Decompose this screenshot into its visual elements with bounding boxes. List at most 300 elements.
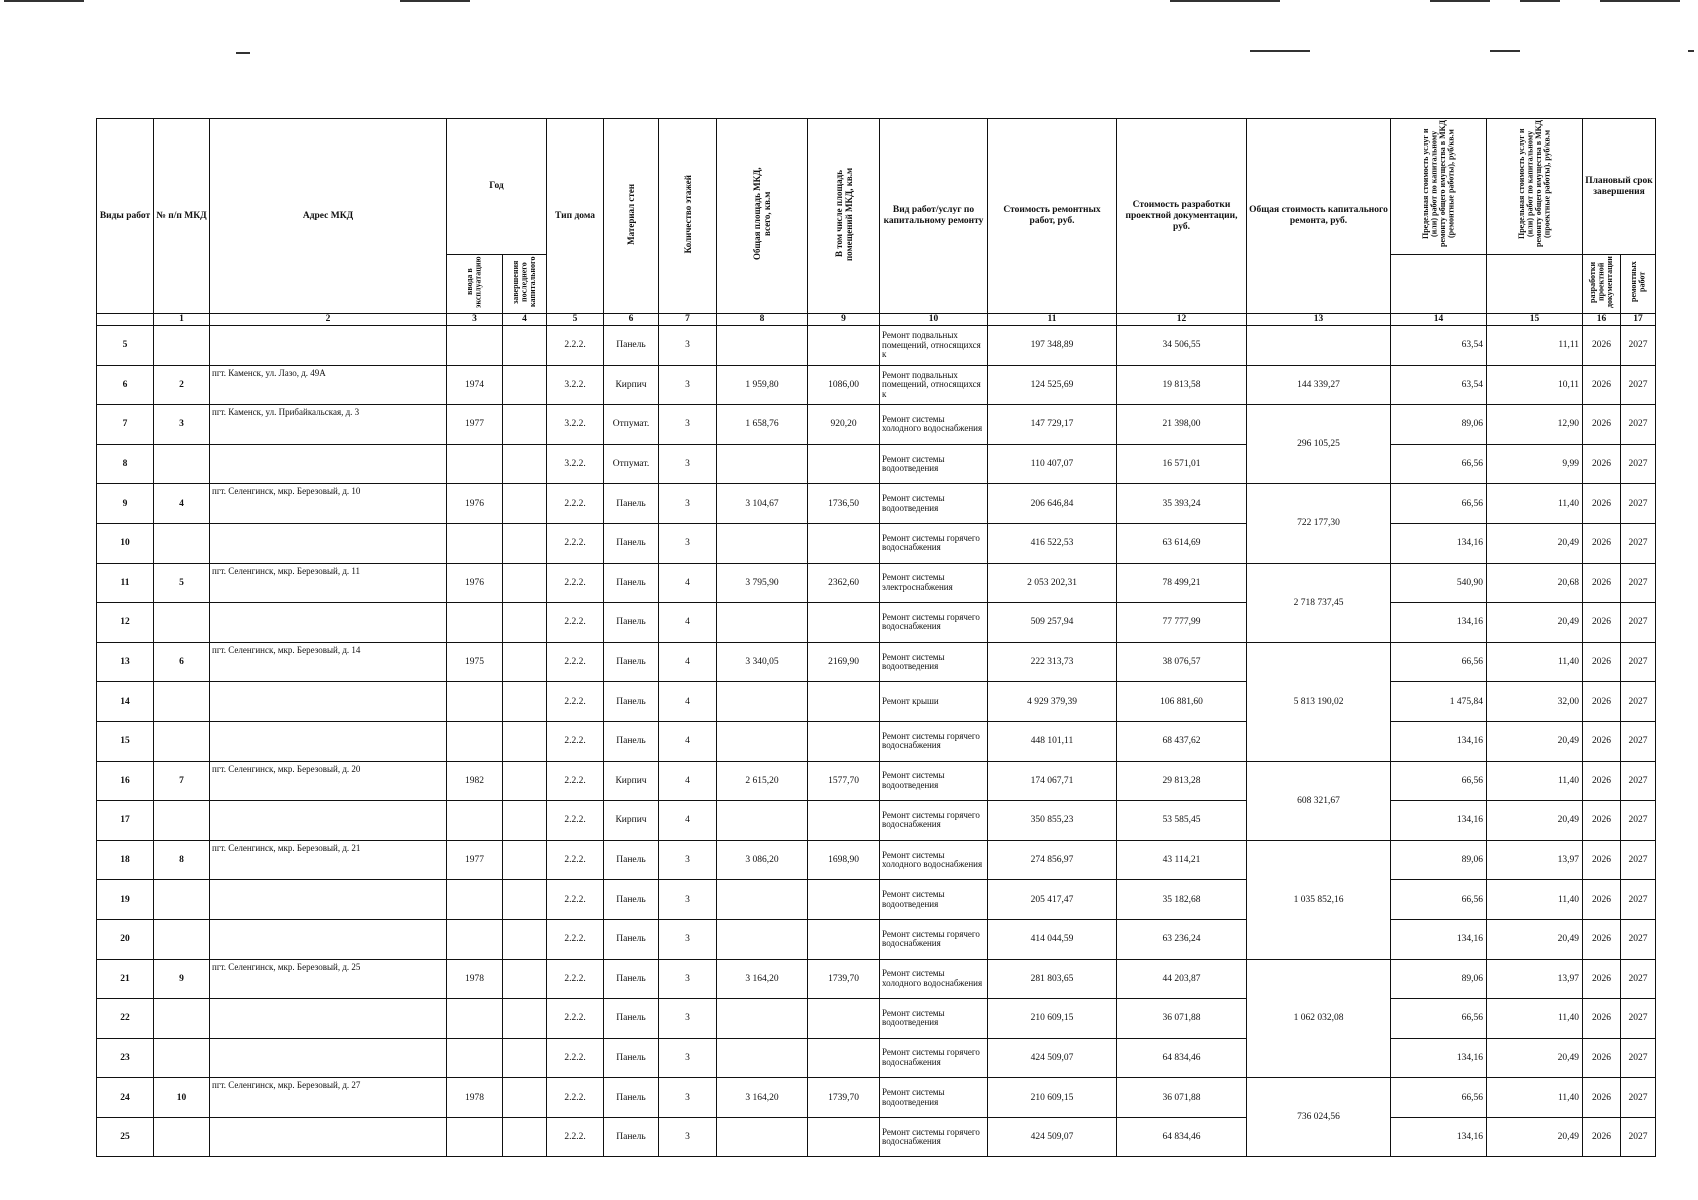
repair-cost: 448 101,11 [988, 721, 1117, 761]
house-type: 3.2.2. [547, 444, 604, 484]
year-built: 1978 [447, 1078, 503, 1118]
address [210, 682, 447, 722]
floors: 3 [659, 405, 717, 445]
year-built [447, 999, 503, 1039]
limit-cost-repair: 66,56 [1391, 642, 1487, 682]
year-repair: 2027 [1621, 721, 1656, 761]
row-number: 16 [97, 761, 154, 801]
wall-material: Отпумат. [604, 444, 659, 484]
mkd-number [154, 721, 210, 761]
row-number: 8 [97, 444, 154, 484]
project-cost: 35 393,24 [1117, 484, 1247, 524]
mkd-number [154, 919, 210, 959]
header-vid-rabot: Виды работ [97, 119, 154, 314]
address: пгт. Селенгинск, мкр. Березовый, д. 14 [210, 642, 447, 682]
table-body [97, 326, 1656, 1157]
repair-cost: 147 729,17 [988, 405, 1117, 445]
project-cost: 21 398,00 [1117, 405, 1247, 445]
limit-cost-project: 20,49 [1487, 801, 1583, 841]
limit-cost-repair: 134,16 [1391, 919, 1487, 959]
limit-cost-repair: 134,16 [1391, 801, 1487, 841]
table-row [97, 721, 1656, 761]
year-project: 2026 [1583, 1117, 1621, 1157]
column-number: 3 [447, 314, 503, 326]
total-area: 3 164,20 [717, 1078, 808, 1118]
year-built [447, 682, 503, 722]
year-last-repair [503, 563, 547, 603]
mkd-number [154, 523, 210, 563]
year-last-repair [503, 444, 547, 484]
premises-area [808, 1038, 880, 1078]
year-repair: 2027 [1621, 444, 1656, 484]
floors: 3 [659, 444, 717, 484]
repair-cost: 509 257,94 [988, 603, 1117, 643]
row-number: 20 [97, 919, 154, 959]
limit-cost-repair: 134,16 [1391, 721, 1487, 761]
year-built: 1978 [447, 959, 503, 999]
table-row [97, 959, 1656, 999]
column-number: 6 [604, 314, 659, 326]
scan-mark [4, 0, 84, 2]
repair-cost: 350 855,23 [988, 801, 1117, 841]
floors: 3 [659, 1078, 717, 1118]
address [210, 444, 447, 484]
year-project: 2026 [1583, 682, 1621, 722]
floors: 3 [659, 365, 717, 405]
floors: 3 [659, 880, 717, 920]
year-last-repair [503, 721, 547, 761]
year-project: 2026 [1583, 405, 1621, 445]
year-built: 1976 [447, 563, 503, 603]
floors: 4 [659, 563, 717, 603]
premises-area: 2169,90 [808, 642, 880, 682]
work-type: Ремонт системы водоотведения [880, 444, 988, 484]
premises-area [808, 919, 880, 959]
premises-area [808, 682, 880, 722]
floors: 3 [659, 840, 717, 880]
premises-area [808, 523, 880, 563]
repair-cost: 110 407,07 [988, 444, 1117, 484]
column-number: 4 [503, 314, 547, 326]
project-cost: 106 881,60 [1117, 682, 1247, 722]
floors: 4 [659, 761, 717, 801]
header-material: Материал стен [626, 183, 636, 245]
header-ploshchad-pomeshch-cell [808, 119, 880, 314]
year-repair: 2027 [1621, 919, 1656, 959]
address [210, 603, 447, 643]
limit-cost-repair: 134,16 [1391, 523, 1487, 563]
house-type: 3.2.2. [547, 405, 604, 445]
column-number: 5 [547, 314, 604, 326]
year-repair: 2027 [1621, 563, 1656, 603]
header-ploshchad-pomeshch: В том числе площадь помещений МКД, кв.м [833, 167, 854, 261]
work-type: Ремонт системы водоотведения [880, 761, 988, 801]
year-project: 2026 [1583, 880, 1621, 920]
scan-mark [1600, 0, 1680, 2]
wall-material: Панель [604, 1078, 659, 1118]
row-number: 19 [97, 880, 154, 920]
header-ploshchad-obshch: Общая площадь МКД, всего, кв.м [752, 167, 772, 261]
header-etazhey-cell [659, 119, 717, 314]
total-area: 3 086,20 [717, 840, 808, 880]
project-cost: 68 437,62 [1117, 721, 1247, 761]
year-last-repair [503, 761, 547, 801]
total-area [717, 444, 808, 484]
limit-cost-repair: 66,56 [1391, 444, 1487, 484]
year-last-repair [503, 603, 547, 643]
total-area [717, 999, 808, 1039]
house-type: 2.2.2. [547, 603, 604, 643]
limit-cost-project: 11,40 [1487, 999, 1583, 1039]
limit-cost-project: 11,40 [1487, 880, 1583, 920]
header-pred-stoimost-proekt: Предельная стоимость услуг и (или) работ по капитальному ремонту общего имущества в МКД (проектные работы), руб/кв.м [1516, 120, 1551, 248]
floors: 4 [659, 682, 717, 722]
scan-mark [236, 52, 250, 54]
table-row [97, 444, 1656, 484]
work-type: Ремонт крыши [880, 682, 988, 722]
floors: 4 [659, 801, 717, 841]
year-built [447, 523, 503, 563]
header-tip-doma: Тип дома [547, 119, 604, 314]
wall-material: Панель [604, 1038, 659, 1078]
year-project: 2026 [1583, 603, 1621, 643]
project-cost: 36 071,88 [1117, 1078, 1247, 1118]
column-number: 7 [659, 314, 717, 326]
premises-area [808, 1117, 880, 1157]
repair-cost: 210 609,15 [988, 999, 1117, 1039]
mkd-number [154, 682, 210, 722]
address [210, 919, 447, 959]
address: пгт. Селенгинск, мкр. Березовый, д. 21 [210, 840, 447, 880]
year-last-repair [503, 484, 547, 524]
limit-cost-repair: 89,06 [1391, 405, 1487, 445]
row-number: 25 [97, 1117, 154, 1157]
table-row [97, 682, 1656, 722]
table-row [97, 365, 1656, 405]
year-repair: 2027 [1621, 682, 1656, 722]
premises-area [808, 603, 880, 643]
premises-area [808, 801, 880, 841]
year-repair: 2027 [1621, 405, 1656, 445]
total-area [717, 682, 808, 722]
header-pred-rabot-cell [1391, 119, 1487, 255]
column-number: 2 [210, 314, 447, 326]
limit-cost-project: 9,99 [1487, 444, 1583, 484]
house-type: 2.2.2. [547, 523, 604, 563]
premises-area: 2362,60 [808, 563, 880, 603]
year-project: 2026 [1583, 563, 1621, 603]
address: пгт. Селенгинск, мкр. Березовый, д. 20 [210, 761, 447, 801]
total-area: 3 795,90 [717, 563, 808, 603]
year-built [447, 801, 503, 841]
row-number: 24 [97, 1078, 154, 1118]
address [210, 721, 447, 761]
limit-cost-project: 20,49 [1487, 603, 1583, 643]
project-cost: 19 813,58 [1117, 365, 1247, 405]
header-ploshchad-cell [717, 119, 808, 314]
total-area [717, 326, 808, 366]
work-type: Ремонт системы горячего водоснабжения [880, 603, 988, 643]
house-type: 2.2.2. [547, 840, 604, 880]
year-project: 2026 [1583, 444, 1621, 484]
limit-cost-repair: 134,16 [1391, 1038, 1487, 1078]
repair-cost: 414 044,59 [988, 919, 1117, 959]
work-type: Ремонт системы водоотведения [880, 484, 988, 524]
year-last-repair [503, 919, 547, 959]
work-type: Ремонт подвальных помещений, относящихся к [880, 365, 988, 405]
column-number: 11 [988, 314, 1117, 326]
column-number: 16 [1583, 314, 1621, 326]
work-type: Ремонт подвальных помещений, относящихся к [880, 326, 988, 366]
year-last-repair [503, 326, 547, 366]
row-number: 10 [97, 523, 154, 563]
project-cost: 16 571,01 [1117, 444, 1247, 484]
row-number: 23 [97, 1038, 154, 1078]
address [210, 1117, 447, 1157]
header-srok-remont-cell [1621, 255, 1656, 314]
limit-cost-project: 13,97 [1487, 840, 1583, 880]
project-cost: 64 834,46 [1117, 1038, 1247, 1078]
project-cost: 63 236,24 [1117, 919, 1247, 959]
row-number: 6 [97, 365, 154, 405]
limit-cost-repair: 1 475,84 [1391, 682, 1487, 722]
header-material-cell [604, 119, 659, 314]
header-address: Адрес МКД [210, 119, 447, 314]
total-cost: 144 339,27 [1247, 365, 1391, 405]
wall-material: Кирпич [604, 761, 659, 801]
year-repair: 2027 [1621, 801, 1656, 841]
total-cost [1247, 326, 1391, 366]
wall-material: Кирпич [604, 365, 659, 405]
total-cost: 1 062 032,08 [1247, 959, 1391, 1078]
project-cost: 29 813,28 [1117, 761, 1247, 801]
total-area [717, 523, 808, 563]
table-row [97, 405, 1656, 445]
year-project: 2026 [1583, 326, 1621, 366]
repair-cost: 4 929 379,39 [988, 682, 1117, 722]
total-area: 2 615,20 [717, 761, 808, 801]
year-repair: 2027 [1621, 880, 1656, 920]
row-number: 7 [97, 405, 154, 445]
column-number: 15 [1487, 314, 1583, 326]
table-row [97, 642, 1656, 682]
year-project: 2026 [1583, 999, 1621, 1039]
table-row [97, 880, 1656, 920]
total-area: 1 959,80 [717, 365, 808, 405]
wall-material: Кирпич [604, 801, 659, 841]
wall-material: Панель [604, 484, 659, 524]
wall-material: Панель [604, 603, 659, 643]
mkd-number: 8 [154, 840, 210, 880]
project-cost: 38 076,57 [1117, 642, 1247, 682]
row-number: 13 [97, 642, 154, 682]
address: пгт. Селенгинск, мкр. Березовый, д. 25 [210, 959, 447, 999]
project-cost: 53 585,45 [1117, 801, 1247, 841]
project-cost: 44 203,87 [1117, 959, 1247, 999]
year-project: 2026 [1583, 365, 1621, 405]
year-last-repair [503, 801, 547, 841]
limit-cost-repair: 89,06 [1391, 840, 1487, 880]
work-type: Ремонт системы горячего водоснабжения [880, 523, 988, 563]
house-type: 2.2.2. [547, 563, 604, 603]
limit-cost-project: 20,49 [1487, 721, 1583, 761]
mkd-number [154, 1038, 210, 1078]
table-row [97, 603, 1656, 643]
repair-cost: 424 509,07 [988, 1117, 1117, 1157]
limit-cost-repair: 134,16 [1391, 603, 1487, 643]
work-type: Ремонт системы горячего водоснабжения [880, 721, 988, 761]
total-cost: 722 177,30 [1247, 484, 1391, 563]
year-repair: 2027 [1621, 484, 1656, 524]
year-built [447, 1117, 503, 1157]
header-nn-mkd: № п/п МКД [154, 119, 210, 314]
repair-cost: 424 509,07 [988, 1038, 1117, 1078]
header-srok-proekt: разработки проектной документации [1587, 256, 1614, 308]
mkd-number: 6 [154, 642, 210, 682]
project-cost: 34 506,55 [1117, 326, 1247, 366]
house-type: 2.2.2. [547, 721, 604, 761]
total-area [717, 1117, 808, 1157]
limit-cost-project: 20,49 [1487, 919, 1583, 959]
header-srok: Плановый срок завершения [1583, 119, 1656, 255]
year-built [447, 880, 503, 920]
total-area [717, 1038, 808, 1078]
year-project: 2026 [1583, 801, 1621, 841]
repair-cost: 274 856,97 [988, 840, 1117, 880]
year-built: 1974 [447, 365, 503, 405]
wall-material: Панель [604, 523, 659, 563]
premises-area: 920,20 [808, 405, 880, 445]
total-area [717, 721, 808, 761]
row-number: 12 [97, 603, 154, 643]
year-built: 1977 [447, 840, 503, 880]
total-cost: 5 813 190,02 [1247, 642, 1391, 761]
repair-cost: 210 609,15 [988, 1078, 1117, 1118]
table-row [97, 999, 1656, 1039]
premises-area [808, 999, 880, 1039]
work-type: Ремонт системы горячего водоснабжения [880, 1117, 988, 1157]
project-cost: 78 499,21 [1117, 563, 1247, 603]
repair-cost: 281 803,65 [988, 959, 1117, 999]
limit-cost-repair: 540,90 [1391, 563, 1487, 603]
repair-cost: 222 313,73 [988, 642, 1117, 682]
header-empty [1391, 255, 1487, 314]
row-number: 18 [97, 840, 154, 880]
limit-cost-project: 11,40 [1487, 484, 1583, 524]
header-srok-proekt-cell [1583, 255, 1621, 314]
limit-cost-repair: 66,56 [1391, 1078, 1487, 1118]
scan-mark [1490, 50, 1520, 52]
project-cost: 36 071,88 [1117, 999, 1247, 1039]
limit-cost-project: 12,90 [1487, 405, 1583, 445]
work-type: Ремонт системы холодного водоснабжения [880, 840, 988, 880]
year-last-repair [503, 880, 547, 920]
limit-cost-project: 11,11 [1487, 326, 1583, 366]
table-row [97, 563, 1656, 603]
table-row [97, 1038, 1656, 1078]
year-repair: 2027 [1621, 523, 1656, 563]
mkd-number: 9 [154, 959, 210, 999]
floors: 3 [659, 919, 717, 959]
row-number: 9 [97, 484, 154, 524]
premises-area: 1086,00 [808, 365, 880, 405]
table-row [97, 1078, 1656, 1118]
header-stoimost-proekta: Стоимость разработки проектной документации, руб. [1117, 119, 1247, 314]
mkd-number [154, 999, 210, 1039]
house-type: 2.2.2. [547, 1038, 604, 1078]
table-row [97, 523, 1656, 563]
total-cost: 736 024,56 [1247, 1078, 1391, 1157]
total-cost: 296 105,25 [1247, 405, 1391, 484]
row-number: 5 [97, 326, 154, 366]
table-row [97, 840, 1656, 880]
floors: 4 [659, 603, 717, 643]
house-type: 2.2.2. [547, 801, 604, 841]
limit-cost-project: 32,00 [1487, 682, 1583, 722]
header-srok-remont: ремонтных работ [1628, 261, 1646, 303]
year-built: 1982 [447, 761, 503, 801]
premises-area [808, 721, 880, 761]
year-built: 1975 [447, 642, 503, 682]
limit-cost-project: 20,49 [1487, 523, 1583, 563]
work-type: Ремонт системы водоотведения [880, 999, 988, 1039]
total-area [717, 603, 808, 643]
house-type: 2.2.2. [547, 1117, 604, 1157]
mkd-number: 7 [154, 761, 210, 801]
address [210, 801, 447, 841]
work-type: Ремонт системы горячего водоснабжения [880, 1038, 988, 1078]
house-type: 2.2.2. [547, 1078, 604, 1118]
address: пгт. Каменск, ул. Лазо, д. 49А [210, 365, 447, 405]
floors: 4 [659, 642, 717, 682]
header-god-vvoda: ввода в эксплуатацию [465, 256, 483, 308]
year-repair: 2027 [1621, 999, 1656, 1039]
column-number: 1 [154, 314, 210, 326]
scan-mark [1688, 50, 1694, 52]
premises-area [808, 444, 880, 484]
mkd-number [154, 880, 210, 920]
wall-material: Панель [604, 840, 659, 880]
address [210, 999, 447, 1039]
total-area: 1 658,76 [717, 405, 808, 445]
scan-mark [400, 0, 470, 2]
house-type: 2.2.2. [547, 999, 604, 1039]
work-type: Ремонт системы водоотведения [880, 880, 988, 920]
floors: 3 [659, 484, 717, 524]
year-last-repair [503, 1117, 547, 1157]
year-built: 1976 [447, 484, 503, 524]
year-built: 1977 [447, 405, 503, 445]
premises-area [808, 880, 880, 920]
address: пгт. Селенгинск, мкр. Березовый, д. 11 [210, 563, 447, 603]
mkd-number: 4 [154, 484, 210, 524]
address [210, 523, 447, 563]
header-pred-stoimost-rabot: Предельная стоимость услуг и (или) работ по капитальному ремонту общего имущества в МКД (ремонтные работы), руб/кв.м [1420, 120, 1455, 248]
year-repair: 2027 [1621, 326, 1656, 366]
year-last-repair [503, 365, 547, 405]
work-type: Ремонт системы холодного водоснабжения [880, 405, 988, 445]
row-number: 21 [97, 959, 154, 999]
house-type: 2.2.2. [547, 761, 604, 801]
scan-mark [1250, 50, 1310, 52]
header-god-vvoda-cell [447, 255, 503, 314]
limit-cost-project: 10,11 [1487, 365, 1583, 405]
project-cost: 77 777,99 [1117, 603, 1247, 643]
column-number: 10 [880, 314, 988, 326]
repair-cost: 174 067,71 [988, 761, 1117, 801]
scan-mark [1430, 0, 1490, 2]
limit-cost-repair: 66,56 [1391, 880, 1487, 920]
